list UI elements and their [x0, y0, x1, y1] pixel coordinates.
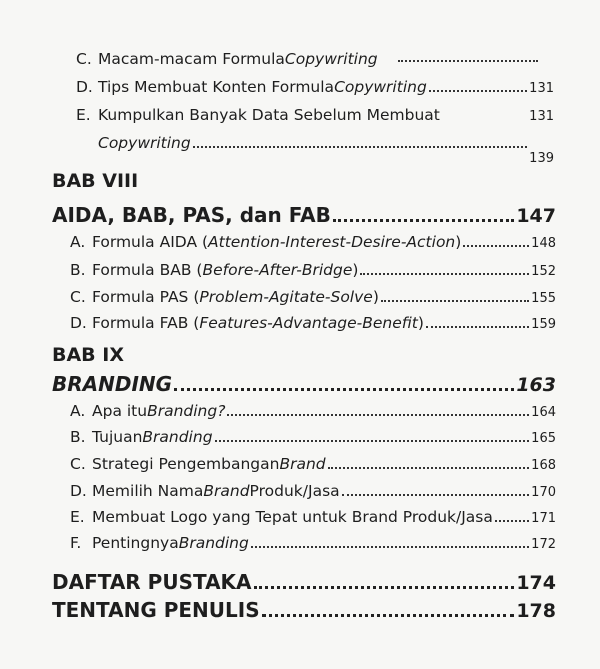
page-number: 155 — [531, 291, 556, 306]
dot-leader — [254, 586, 515, 589]
dot-leader — [227, 414, 529, 416]
toc-entry-d-prev — [76, 78, 554, 96]
section-title: DAFTAR PUSTAKA — [52, 570, 252, 594]
chapter-label-bab-9 — [52, 344, 124, 366]
toc-entry-bab9-d — [70, 482, 556, 500]
entry-text: Tips Membuat Konten Formula — [98, 78, 335, 96]
toc-entry-e-prev — [76, 106, 554, 124]
chapter-heading-bab-9 — [52, 372, 556, 396]
entry-letter: E. — [70, 508, 85, 526]
page-number: 174 — [516, 572, 556, 594]
dot-leader — [426, 326, 529, 328]
toc-entry-bab9-e — [70, 508, 556, 526]
toc-leader-c-prev — [396, 60, 540, 65]
entry-italic-text: Attention-Interest-Desire-Action — [208, 233, 456, 251]
toc-entry-bab9-a — [70, 402, 556, 420]
page-number: 148 — [531, 236, 556, 251]
entry-italic-text: Copywriting — [284, 50, 378, 68]
entry-suffix: ) — [455, 233, 462, 251]
page-number: 178 — [516, 600, 556, 622]
entry-letter: A. — [70, 233, 86, 251]
page-number: 159 — [531, 317, 556, 332]
toc-entry-bab8-b — [70, 261, 556, 279]
entry-text: Memilih Nama — [92, 482, 204, 500]
dot-leader — [215, 440, 530, 442]
page-number: 163 — [516, 374, 556, 396]
entry-text: Strategi Pengembangan — [92, 455, 280, 473]
entry-italic-text: Brand — [203, 482, 250, 500]
page-number: 165 — [531, 431, 556, 446]
page-number: 170 — [531, 485, 556, 500]
dot-leader — [333, 219, 515, 222]
page-number: 168 — [531, 458, 556, 473]
entry-letter: F. — [70, 534, 82, 552]
toc-daftar-pustaka — [52, 570, 556, 594]
page-number: 172 — [531, 537, 556, 552]
page-number: 147 — [516, 205, 556, 227]
entry-text: Membuat Logo yang Tepat untuk Brand Produk/Jasa — [92, 508, 493, 526]
entry-suffix: ) — [417, 314, 424, 332]
entry-italic-text: Branding — [178, 534, 249, 552]
dot-leader — [342, 494, 530, 496]
toc-entry-bab8-c — [70, 288, 556, 306]
page-number: 131 — [529, 81, 554, 96]
entry-text: Pentingnya — [92, 534, 179, 552]
entry-letter: C. — [76, 50, 92, 68]
page-number: 131 — [529, 109, 554, 124]
page-number: 139 — [529, 151, 554, 166]
entry-text: Tujuan — [92, 428, 143, 446]
entry-text: Macam-macam Formula — [98, 50, 285, 68]
entry-letter: C. — [70, 455, 86, 473]
chapter-label: BAB IX — [52, 344, 125, 366]
spacer — [442, 118, 527, 120]
toc-tentang-penulis — [52, 598, 556, 622]
chapter-label: BAB VIII — [52, 170, 139, 192]
entry-text: Apa itu — [92, 402, 148, 420]
page-number: 171 — [531, 511, 556, 526]
toc-entry-bab8-d — [70, 314, 556, 332]
page-number: 164 — [531, 405, 556, 420]
entry-letter: D. — [76, 78, 93, 96]
entry-letter: B. — [70, 261, 86, 279]
entry-text: Formula AIDA ( — [92, 233, 209, 251]
toc-entry-e-prev-continued — [98, 134, 554, 166]
dot-leader — [495, 520, 529, 522]
entry-suffix: Produk/Jasa — [249, 482, 340, 500]
entry-suffix: ) — [372, 288, 379, 306]
entry-italic-text: Copywriting — [334, 78, 427, 96]
entry-suffix: ) — [352, 261, 359, 279]
toc-entry-bab8-a — [70, 233, 556, 251]
entry-italic-text: Before-After-Bridge — [202, 261, 353, 279]
entry-text: Formula FAB ( — [92, 314, 200, 332]
toc-entry-bab9-c — [70, 455, 556, 473]
entry-letter: E. — [76, 106, 91, 124]
chapter-heading-bab-8 — [52, 203, 556, 227]
toc-entry-bab9-f — [70, 534, 556, 552]
dot-leader — [429, 90, 527, 92]
entry-italic-text: Features-Advantage-Benefit — [199, 314, 418, 332]
chapter-label-bab-8 — [52, 170, 138, 192]
entry-italic-text: Problem-Agitate-Solve — [199, 288, 373, 306]
dot-leader — [398, 60, 538, 62]
dot-leader — [262, 614, 515, 617]
entry-italic-text: Branding — [142, 428, 213, 446]
entry-text: Formula PAS ( — [92, 288, 200, 306]
entry-letter: B. — [70, 428, 86, 446]
entry-text: Formula BAB ( — [92, 261, 203, 279]
page-number: 152 — [531, 264, 556, 279]
dot-leader — [328, 467, 530, 469]
dot-leader — [251, 546, 529, 548]
entry-italic-text: Brand — [279, 455, 326, 473]
entry-italic-text: Branding? — [147, 402, 226, 420]
toc-entry-c-prev — [76, 50, 396, 68]
chapter-title: BRANDING — [52, 372, 173, 396]
entry-italic-text: Copywriting — [98, 134, 191, 152]
entry-letter: D. — [70, 482, 87, 500]
dot-leader — [381, 300, 529, 302]
entry-letter: D. — [70, 314, 87, 332]
dot-leader — [193, 146, 527, 148]
entry-letter: A. — [70, 402, 86, 420]
toc-entry-bab9-b — [70, 428, 556, 446]
chapter-title: AIDA, BAB, PAS, dan FAB — [52, 203, 331, 227]
entry-letter: C. — [70, 288, 86, 306]
dot-leader — [360, 273, 529, 275]
section-title: TENTANG PENULIS — [52, 598, 260, 622]
dot-leader — [174, 388, 514, 391]
entry-text: Kumpulkan Banyak Data Sebelum Membuat — [98, 106, 440, 124]
dot-leader — [463, 245, 529, 247]
